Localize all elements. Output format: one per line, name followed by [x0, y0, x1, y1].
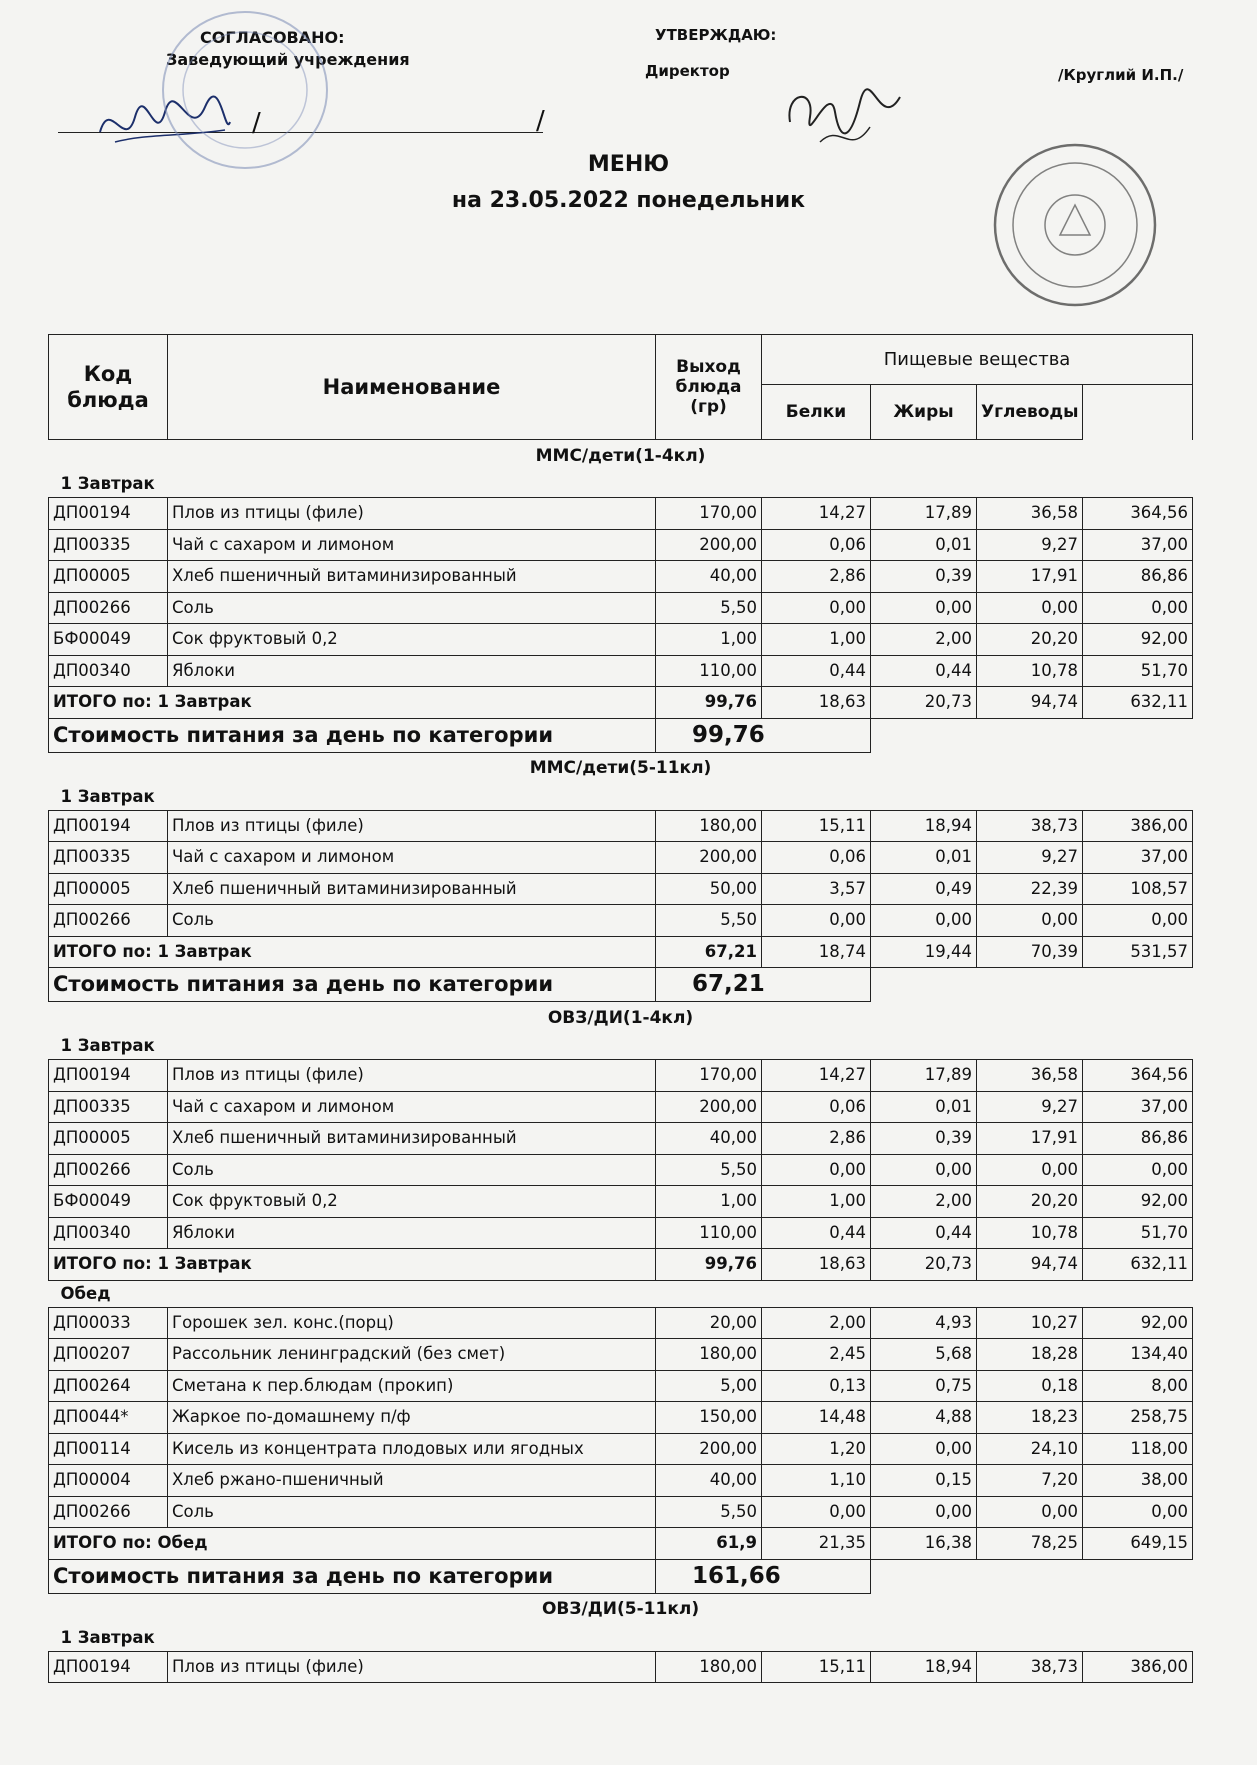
col-output: Выход блюда (гр) [656, 335, 762, 440]
dish-carbs: 10,27 [977, 1307, 1083, 1339]
dish-name: Чай с сахаром и лимоном [168, 529, 656, 561]
dish-proteins: 2,86 [762, 1123, 871, 1155]
col-code: Код блюда [49, 335, 168, 440]
dish-proteins: 0,06 [762, 842, 871, 874]
table-row [49, 624, 1193, 656]
total-label: ИТОГО по: 1 Завтрак [49, 687, 656, 719]
dish-output: 5,00 [656, 1370, 762, 1402]
meal-title: 1 Завтрак [60, 474, 155, 493]
director-name: /Круглий И.П./ [1058, 66, 1184, 84]
dish-energy: 38,00 [1083, 1465, 1193, 1497]
dish-name: Яблоки [168, 655, 656, 687]
total-carbs: 94,74 [977, 1249, 1083, 1281]
dish-name: Жаркое по-домашнему п/ф [168, 1402, 656, 1434]
total-proteins: 21,35 [762, 1528, 871, 1560]
dish-code: ДП00114 [49, 1433, 168, 1465]
dish-energy: 92,00 [1083, 1186, 1193, 1218]
dish-fats: 0,00 [871, 1154, 977, 1186]
menu-body [49, 440, 1193, 1683]
dish-carbs: 9,27 [977, 842, 1083, 874]
table-row [49, 1370, 1193, 1402]
category-title: ОВЗ/ДИ(1-4кл) [547, 1007, 694, 1028]
dish-output: 180,00 [656, 1651, 762, 1683]
meal-title: 1 Завтрак [60, 786, 155, 806]
dish-carbs: 0,00 [977, 905, 1083, 937]
menu-title: МЕНЮ [587, 152, 670, 177]
dish-proteins: 14,27 [762, 498, 871, 530]
dish-proteins: 3,57 [762, 873, 871, 905]
table-row [49, 592, 1193, 624]
dish-fats: 0,39 [871, 1123, 977, 1155]
dish-carbs: 0,00 [977, 1496, 1083, 1528]
dish-fats: 0,15 [871, 1465, 977, 1497]
dish-output: 1,00 [656, 1186, 762, 1218]
dish-fats: 0,01 [871, 842, 977, 874]
dish-carbs: 17,91 [977, 561, 1083, 593]
dish-energy: 0,00 [1083, 1154, 1193, 1186]
dish-carbs: 18,23 [977, 1402, 1083, 1434]
dish-energy: 386,00 [1083, 810, 1193, 842]
table-row [49, 1433, 1193, 1465]
col-fats: Жиры [871, 385, 977, 440]
cost-row [49, 1559, 1193, 1593]
dish-name: Плов из птицы (филе) [168, 1060, 656, 1092]
dish-carbs: 10,78 [977, 1217, 1083, 1249]
table-row [49, 1123, 1193, 1155]
total-output: 61,9 [656, 1528, 762, 1560]
dish-proteins: 14,48 [762, 1402, 871, 1434]
dish-output: 200,00 [656, 1433, 762, 1465]
dish-code: ДП0044* [49, 1402, 168, 1434]
category-row [49, 752, 1193, 784]
dish-energy: 258,75 [1083, 1402, 1193, 1434]
dish-name: Кисель из концентрата плодовых или ягодных [168, 1433, 656, 1465]
total-carbs: 70,39 [977, 936, 1083, 968]
dish-carbs: 24,10 [977, 1433, 1083, 1465]
total-fats: 20,73 [871, 687, 977, 719]
dish-energy: 0,00 [1083, 592, 1193, 624]
table-row [49, 498, 1193, 530]
dish-fats: 4,93 [871, 1307, 977, 1339]
dish-energy: 0,00 [1083, 905, 1193, 937]
col-name: Наименование [168, 335, 656, 440]
table-row [49, 1465, 1193, 1497]
dish-code: ДП00005 [49, 873, 168, 905]
dish-carbs: 38,73 [977, 810, 1083, 842]
dish-output: 40,00 [656, 1465, 762, 1497]
total-carbs: 94,74 [977, 687, 1083, 719]
dish-output: 5,50 [656, 905, 762, 937]
dish-code: ДП00266 [49, 1154, 168, 1186]
dish-output: 40,00 [656, 561, 762, 593]
dish-output: 110,00 [656, 655, 762, 687]
dish-proteins: 0,06 [762, 1091, 871, 1123]
dish-name: Хлеб пшеничный витаминизированный [168, 561, 656, 593]
total-fats: 20,73 [871, 1249, 977, 1281]
category-row [49, 440, 1193, 472]
menu-table [48, 334, 1193, 1683]
category-title: ММС/дети(5-11кл) [529, 758, 712, 778]
dish-energy: 51,70 [1083, 655, 1193, 687]
dish-carbs: 0,00 [977, 592, 1083, 624]
dish-energy: 37,00 [1083, 842, 1193, 874]
dish-energy: 37,00 [1083, 529, 1193, 561]
dish-proteins: 0,44 [762, 655, 871, 687]
table-row [49, 1307, 1193, 1339]
dish-carbs: 22,39 [977, 873, 1083, 905]
dish-output: 5,50 [656, 592, 762, 624]
dish-proteins: 0,00 [762, 1496, 871, 1528]
dish-energy: 37,00 [1083, 1091, 1193, 1123]
dish-name: Соль [168, 905, 656, 937]
dish-output: 150,00 [656, 1402, 762, 1434]
dish-fats: 0,75 [871, 1370, 977, 1402]
dish-name: Соль [168, 592, 656, 624]
total-fats: 16,38 [871, 1528, 977, 1560]
dish-code: ДП00194 [49, 810, 168, 842]
dish-name: Соль [168, 1496, 656, 1528]
total-proteins: 18,63 [762, 1249, 871, 1281]
dish-code: ДП00335 [49, 1091, 168, 1123]
dish-code: ДП00340 [49, 1217, 168, 1249]
dish-proteins: 0,13 [762, 1370, 871, 1402]
dish-name: Сок фруктовый 0,2 [168, 1186, 656, 1218]
total-proteins: 18,63 [762, 687, 871, 719]
meal-row [49, 471, 1193, 498]
total-output: 99,76 [656, 1249, 762, 1281]
dish-fats: 0,00 [871, 1433, 977, 1465]
dish-fats: 2,00 [871, 1186, 977, 1218]
dish-fats: 0,00 [871, 905, 977, 937]
dish-energy: 86,86 [1083, 561, 1193, 593]
category-row [49, 1002, 1193, 1034]
dish-carbs: 20,20 [977, 624, 1083, 656]
dish-code: ДП00207 [49, 1339, 168, 1371]
dish-name: Горошек зел. конс.(порц) [168, 1307, 656, 1339]
dish-energy: 86,86 [1083, 1123, 1193, 1155]
dish-energy: 134,40 [1083, 1339, 1193, 1371]
dish-fats: 2,00 [871, 624, 977, 656]
cost-value: 67,21 [656, 968, 871, 1002]
dish-carbs: 38,73 [977, 1651, 1083, 1683]
dish-name: Чай с сахаром и лимоном [168, 842, 656, 874]
table-row [49, 561, 1193, 593]
dish-energy: 0,00 [1083, 1496, 1193, 1528]
dish-energy: 8,00 [1083, 1370, 1193, 1402]
dish-proteins: 1,20 [762, 1433, 871, 1465]
dish-code: ДП00194 [49, 498, 168, 530]
dish-output: 180,00 [656, 810, 762, 842]
menu-date: на 23.05.2022 понедельник [451, 188, 806, 213]
dish-energy: 51,70 [1083, 1217, 1193, 1249]
dish-fats: 0,01 [871, 1091, 977, 1123]
dish-fats: 0,00 [871, 1496, 977, 1528]
dish-output: 200,00 [656, 529, 762, 561]
dish-output: 200,00 [656, 842, 762, 874]
dish-code: ДП00004 [49, 1465, 168, 1497]
dish-code: ДП00266 [49, 592, 168, 624]
cost-label: Стоимость питания за день по категории [49, 718, 656, 752]
table-row [49, 1402, 1193, 1434]
table-row [49, 873, 1193, 905]
category-row [49, 1593, 1193, 1625]
dish-proteins: 0,00 [762, 905, 871, 937]
col-nutrients: Пищевые вещества [762, 335, 1193, 385]
approve-position: Директор [645, 62, 730, 80]
meal-title: 1 Завтрак [60, 1036, 155, 1055]
dish-name: Чай с сахаром и лимоном [168, 1091, 656, 1123]
dish-fats: 0,44 [871, 1217, 977, 1249]
total-energy: 649,15 [1083, 1528, 1193, 1560]
dish-code: ДП00194 [49, 1651, 168, 1683]
cost-value: 161,66 [656, 1559, 871, 1593]
dish-proteins: 15,11 [762, 1651, 871, 1683]
cost-label: Стоимость питания за день по категории [49, 1559, 656, 1593]
dish-fats: 0,01 [871, 529, 977, 561]
table-row [49, 1651, 1193, 1683]
cost-blank [871, 968, 1193, 1002]
table-row [49, 1339, 1193, 1371]
dish-carbs: 18,28 [977, 1339, 1083, 1371]
dish-name: Плов из птицы (филе) [168, 810, 656, 842]
table-row [49, 1217, 1193, 1249]
dish-code: ДП00335 [49, 529, 168, 561]
dish-code: ДП00005 [49, 561, 168, 593]
dish-name: Сметана к пер.блюдам (прокип) [168, 1370, 656, 1402]
dish-energy: 92,00 [1083, 624, 1193, 656]
dish-proteins: 15,11 [762, 810, 871, 842]
dish-carbs: 9,27 [977, 529, 1083, 561]
total-output: 99,76 [656, 687, 762, 719]
table-row [49, 1154, 1193, 1186]
dish-proteins: 0,00 [762, 1154, 871, 1186]
total-carbs: 78,25 [977, 1528, 1083, 1560]
table-row [49, 905, 1193, 937]
meal-row [49, 1033, 1193, 1060]
cost-value: 99,76 [656, 718, 871, 752]
dish-name: Хлеб ржано-пшеничный [168, 1465, 656, 1497]
dish-code: ДП00194 [49, 1060, 168, 1092]
dish-carbs: 36,58 [977, 498, 1083, 530]
table-row [49, 842, 1193, 874]
dish-proteins: 14,27 [762, 1060, 871, 1092]
dish-name: Соль [168, 1154, 656, 1186]
dish-code: ДП00340 [49, 655, 168, 687]
col-proteins: Белки [762, 385, 871, 440]
dish-energy: 118,00 [1083, 1433, 1193, 1465]
dish-carbs: 9,27 [977, 1091, 1083, 1123]
dish-code: БФ00049 [49, 624, 168, 656]
category-title: ММС/дети(1-4кл) [535, 445, 706, 466]
dish-code: БФ00049 [49, 1186, 168, 1218]
dish-fats: 18,94 [871, 810, 977, 842]
total-row [49, 1528, 1193, 1560]
dish-output: 1,00 [656, 624, 762, 656]
approve-label: УТВЕРЖДАЮ: [655, 26, 777, 44]
dish-output: 180,00 [656, 1339, 762, 1371]
dish-proteins: 2,86 [762, 561, 871, 593]
agreed-slash: / [252, 108, 261, 138]
meal-row [49, 784, 1193, 811]
dish-name: Сок фруктовый 0,2 [168, 624, 656, 656]
dish-energy: 364,56 [1083, 1060, 1193, 1092]
cost-blank [871, 718, 1193, 752]
dish-carbs: 20,20 [977, 1186, 1083, 1218]
dish-proteins: 0,06 [762, 529, 871, 561]
total-energy: 531,57 [1083, 936, 1193, 968]
dish-fats: 5,68 [871, 1339, 977, 1371]
dish-code: ДП00266 [49, 905, 168, 937]
col-carbs: Углеводы [977, 385, 1083, 440]
dish-energy: 364,56 [1083, 498, 1193, 530]
table-row [49, 1186, 1193, 1218]
agreed-slash-end: / [536, 106, 545, 136]
total-energy: 632,11 [1083, 1249, 1193, 1281]
table-row [49, 810, 1193, 842]
total-label: ИТОГО по: Обед [49, 1528, 656, 1560]
dish-energy: 92,00 [1083, 1307, 1193, 1339]
agreed-position: Заведующий учреждения [166, 50, 410, 69]
dish-name: Рассольник ленинградский (без смет) [168, 1339, 656, 1371]
table-row [49, 529, 1193, 561]
table-row [49, 1496, 1193, 1528]
table-row [49, 1091, 1193, 1123]
table-row [49, 1060, 1193, 1092]
dish-carbs: 0,00 [977, 1154, 1083, 1186]
total-output: 67,21 [656, 936, 762, 968]
dish-proteins: 0,00 [762, 592, 871, 624]
dish-fats: 17,89 [871, 498, 977, 530]
agreed-label: СОГЛАСОВАНО: [200, 28, 345, 47]
dish-output: 20,00 [656, 1307, 762, 1339]
dish-carbs: 0,18 [977, 1370, 1083, 1402]
dish-name: Хлеб пшеничный витаминизированный [168, 873, 656, 905]
meal-title: 1 Завтрак [60, 1627, 155, 1647]
total-proteins: 18,74 [762, 936, 871, 968]
dish-fats: 18,94 [871, 1651, 977, 1683]
total-label: ИТОГО по: 1 Завтрак [49, 936, 656, 968]
dish-proteins: 2,45 [762, 1339, 871, 1371]
dish-output: 170,00 [656, 498, 762, 530]
table-row [49, 655, 1193, 687]
cost-label: Стоимость питания за день по категории [49, 968, 656, 1002]
meal-title: Обед [60, 1283, 111, 1303]
dish-fats: 0,00 [871, 592, 977, 624]
dish-code: ДП00335 [49, 842, 168, 874]
total-fats: 19,44 [871, 936, 977, 968]
dish-energy: 386,00 [1083, 1651, 1193, 1683]
dish-energy: 108,57 [1083, 873, 1193, 905]
dish-carbs: 17,91 [977, 1123, 1083, 1155]
dish-fats: 0,39 [871, 561, 977, 593]
dish-output: 5,50 [656, 1496, 762, 1528]
dish-name: Плов из птицы (филе) [168, 1651, 656, 1683]
dish-carbs: 7,20 [977, 1465, 1083, 1497]
dish-proteins: 1,00 [762, 1186, 871, 1218]
dish-code: ДП00264 [49, 1370, 168, 1402]
cost-row [49, 718, 1193, 752]
dish-fats: 17,89 [871, 1060, 977, 1092]
dish-output: 5,50 [656, 1154, 762, 1186]
director-signature [780, 72, 910, 162]
dish-name: Хлеб пшеничный витаминизированный [168, 1123, 656, 1155]
dish-output: 200,00 [656, 1091, 762, 1123]
dish-output: 40,00 [656, 1123, 762, 1155]
dish-proteins: 0,44 [762, 1217, 871, 1249]
dish-carbs: 36,58 [977, 1060, 1083, 1092]
dish-code: ДП00033 [49, 1307, 168, 1339]
meal-row [49, 1625, 1193, 1652]
dish-code: ДП00005 [49, 1123, 168, 1155]
dish-carbs: 10,78 [977, 655, 1083, 687]
dish-proteins: 1,10 [762, 1465, 871, 1497]
total-energy: 632,11 [1083, 687, 1193, 719]
dish-fats: 0,44 [871, 655, 977, 687]
meal-row [49, 1280, 1193, 1307]
dish-output: 110,00 [656, 1217, 762, 1249]
dish-proteins: 1,00 [762, 624, 871, 656]
dish-name: Плов из птицы (филе) [168, 498, 656, 530]
dish-fats: 4,88 [871, 1402, 977, 1434]
total-row [49, 936, 1193, 968]
dish-code: ДП00266 [49, 1496, 168, 1528]
total-label: ИТОГО по: 1 Завтрак [49, 1249, 656, 1281]
dish-fats: 0,49 [871, 873, 977, 905]
cost-blank [871, 1559, 1193, 1593]
dish-name: Яблоки [168, 1217, 656, 1249]
cost-row [49, 968, 1193, 1002]
total-row [49, 1249, 1193, 1281]
dish-output: 50,00 [656, 873, 762, 905]
category-title: ОВЗ/ДИ(5-11кл) [541, 1599, 700, 1619]
dish-proteins: 2,00 [762, 1307, 871, 1339]
total-row [49, 687, 1193, 719]
dish-output: 170,00 [656, 1060, 762, 1092]
